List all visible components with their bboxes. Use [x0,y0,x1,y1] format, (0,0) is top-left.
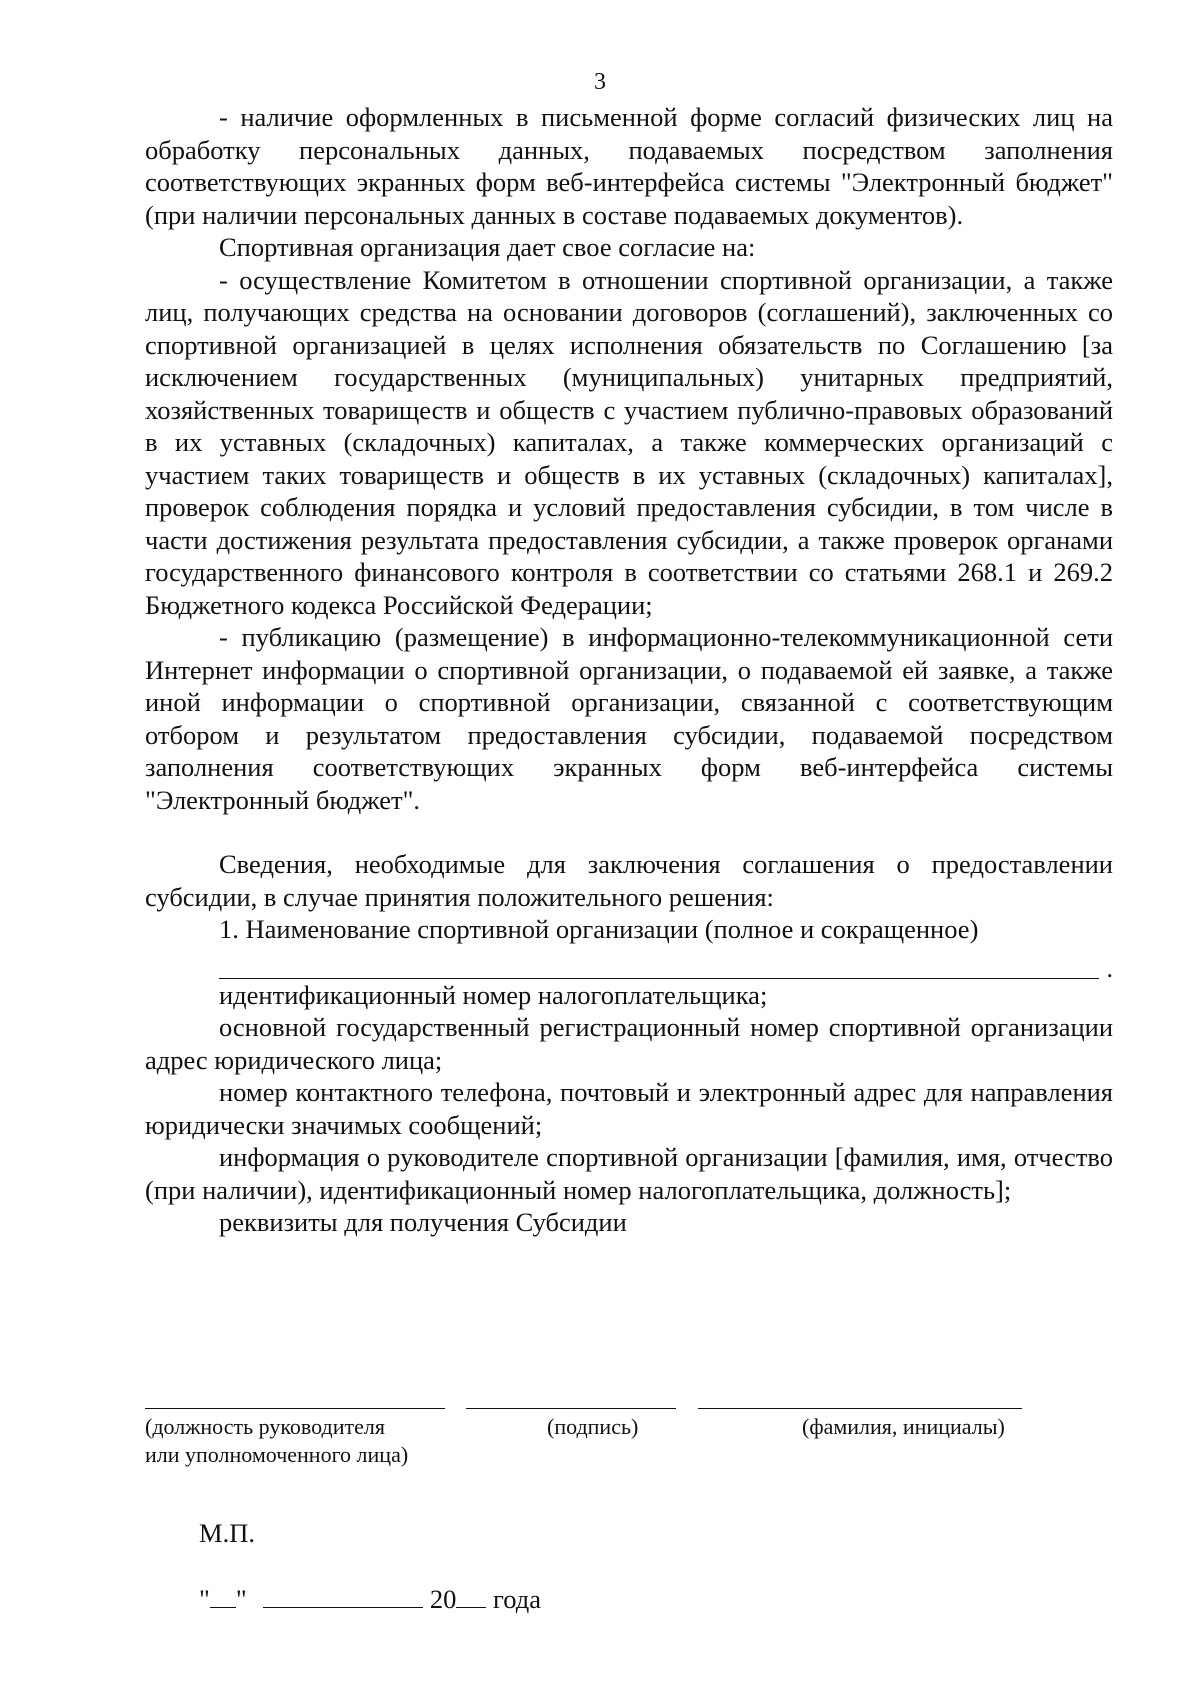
paragraph-consent-intro: Спортивная организация дает свое согласие на: [219,232,756,262]
year-blank [456,1581,486,1608]
name-signature-line [698,1408,1022,1409]
fill-line-period: . [1106,954,1113,983]
paragraph-ogrn-address: основной государственный регистрационный номер спортивной организации адрес юридического лица; [145,1012,1113,1075]
paragraph-contacts: номер контактного телефона, почтовый и электронный адрес для направления юридически значимых сообщений; [145,1077,1113,1140]
paragraph-head-info: информация о руководителе спортивной организации [фамилия, имя, отчество (при наличии), идентификационный номер налогоплательщика, должность]; [145,1142,1113,1205]
paragraph-consent-personal-data: - наличие оформленных в письменной форме согласий физических лиц на обработку персональных данных, подаваемых посредством заполнения соответствующих экранных форм веб-интерфейса системы "Электронный бюджет" (при наличии персональных данных в составе подаваемых документов). [145,102,1113,230]
paragraph-organization-name: 1. Наименование спортивной организации (полное и сокращенное) [219,914,979,944]
position-caption-line1: (должность руководителя [145,1414,385,1439]
signature-caption: (подпись) [547,1414,639,1439]
month-blank [263,1581,423,1608]
signature-line [466,1408,676,1409]
paragraph-agreement-info: Сведения, необходимые для заключения соглашения о предоставлении субсидии, в случае принятия положительного решения: [145,849,1113,912]
date-line [199,1581,541,1616]
document-body [145,101,1113,1239]
paragraph-spacer [145,816,1113,848]
paragraph-consent-inspections: - осуществление Комитетом в отношении спортивной организации, а также лиц, получающих средства на основании договоров (соглашений), заключенных со спортивной организацией в целях исполнения обязательств по Соглашению [за исключением государственных (муниципальных) унитарных предприятий, хозяйственных товариществ и обществ с участием публично-правовых образований в их уставных (складочных) капиталах, а также коммерческих организаций с участием таких товариществ и обществ в их уставных (складочных) капиталах], проверок соблюдения порядка и условий предоставления субсидии, в том числе в части достижения результата предоставления субсидии, а также проверок органами государственного финансового контроля в соответствии со статьями 268.1 и 269.2 Бюджетного кодекса Российской Федерации; [145,264,1113,620]
position-caption-line2: или уполномоченного лица) [145,1442,409,1467]
year-suffix: года [493,1584,541,1614]
day-blank [210,1581,236,1608]
date-quote-open: " [199,1584,210,1614]
organization-name-fill-line [219,946,1113,983]
name-caption: (фамилия, инициалы) [802,1414,1005,1439]
year-prefix: 20 [429,1584,457,1614]
page-number: 3 [594,69,606,95]
position-caption [145,1413,408,1469]
paragraph-bank-details: реквизиты для получения Субсидии [219,1207,627,1237]
position-signature-line [145,1408,445,1409]
stamp-label: М.П. [199,1518,255,1548]
date-quote-close: " [235,1584,247,1614]
paragraph-consent-publication: - публикацию (размещение) в информационно-телекоммуникационной сети Интернет информации о спортивной организации, о подаваемой ей заявке, а также иной информации о спортивной организации, связанной с соответствующим отбором и результатом предоставления субсидии, подаваемой посредством заполнения соответствующих экранных форм веб-интерфейса системы "Электронный бюджет". [145,622,1113,815]
paragraph-inn: идентификационный номер налогоплательщика; [219,979,768,1010]
